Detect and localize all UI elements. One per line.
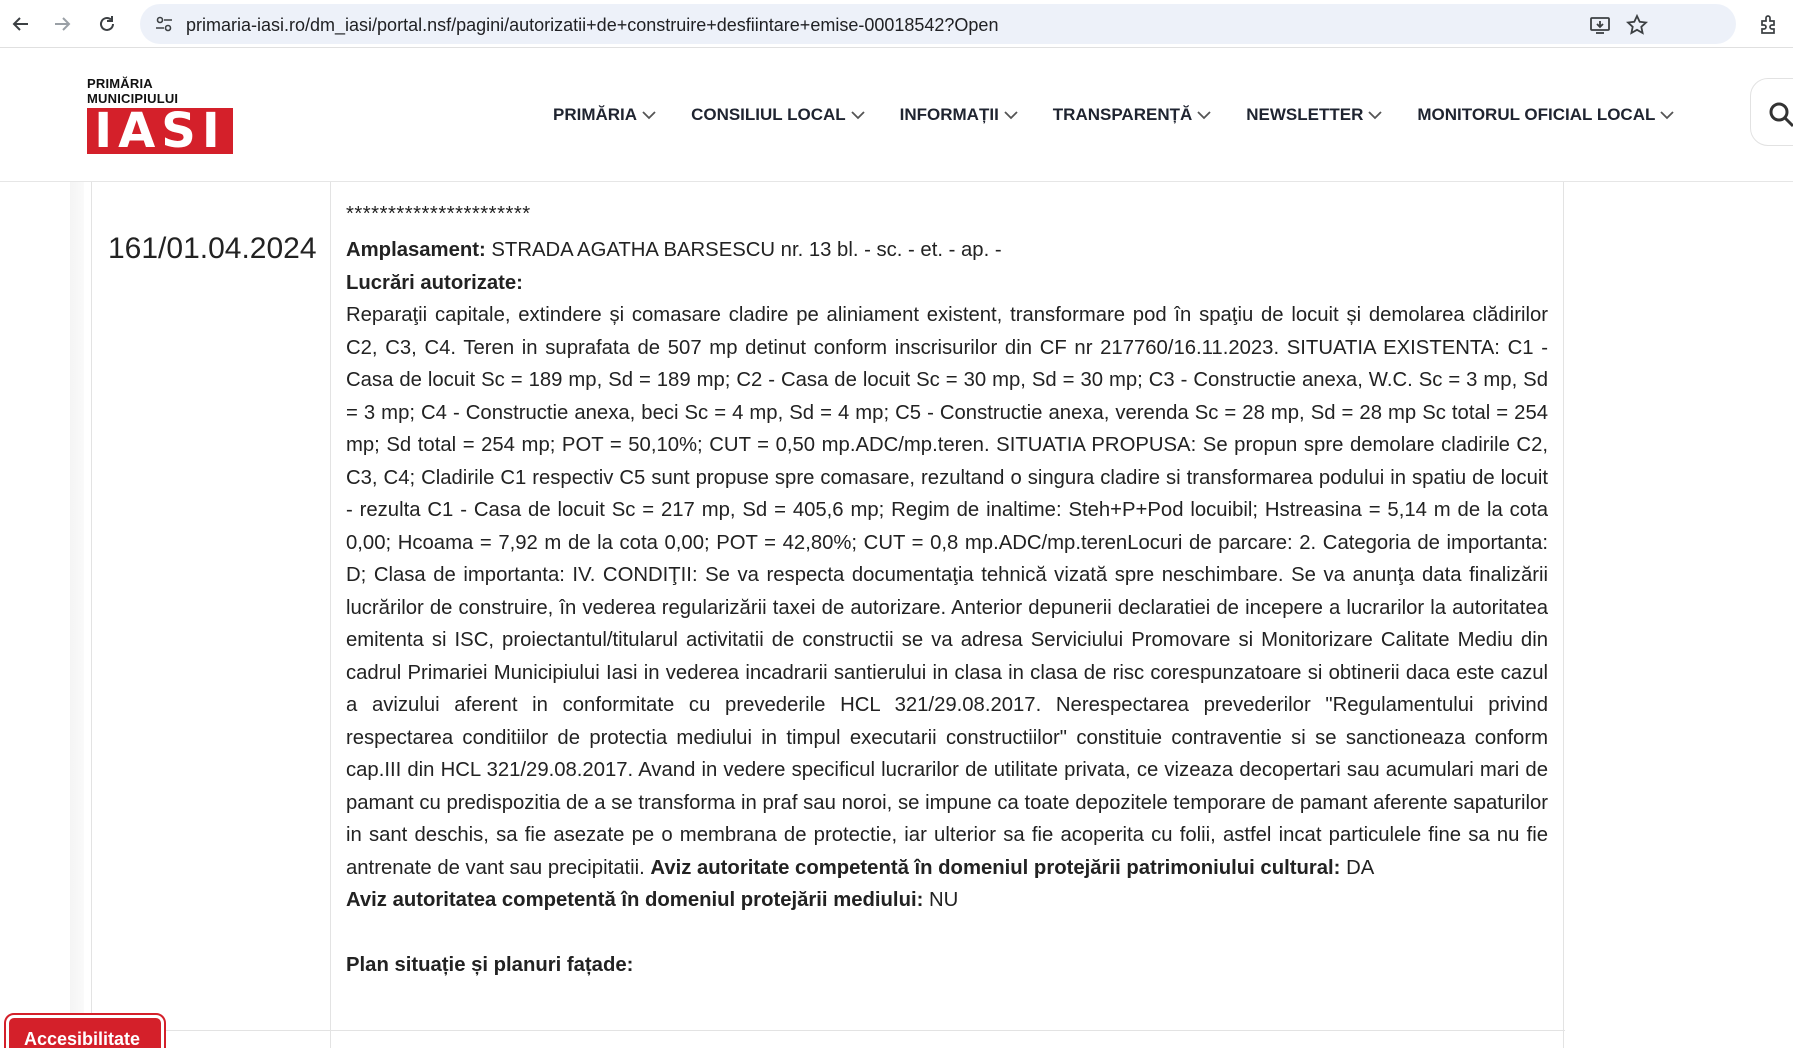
permit-number-date: 161/01.04.2024 [108, 232, 317, 265]
aviz-cultural-label: Aviz autoritate competentă în domeniul protejării patrimoniului cultural: [650, 856, 1341, 879]
description-cell [331, 182, 1564, 1048]
bookmark-star-icon[interactable] [1625, 13, 1649, 37]
date-cell [92, 182, 331, 1048]
menu-item-monitorul-oficial-local[interactable] [1417, 105, 1675, 125]
chevron-down-icon [1003, 109, 1019, 121]
reload-icon[interactable] [92, 9, 122, 39]
permit-description [346, 198, 1548, 982]
url-text[interactable]: primaria-iasi.ro/dm_iasi/portal.nsf/pagini/autorizatii+de+construire+desfiintare+emise-00018542?Open [186, 15, 999, 35]
extensions-icon[interactable] [1754, 9, 1784, 39]
chevron-down-icon [1659, 109, 1675, 121]
site-logo[interactable] [87, 76, 237, 160]
row-divider [92, 1030, 1565, 1031]
chevron-down-icon [850, 109, 866, 121]
menu-item-label: INFORMAȚII [899, 105, 999, 124]
separator-stars: ********************** [346, 203, 531, 225]
menu-item-label: PRIMĂRIA [553, 105, 638, 124]
search-icon [1768, 101, 1793, 129]
logo-wordmark: IASI [87, 108, 233, 154]
menu-item-label: CONSILIUL LOCAL [691, 105, 846, 124]
plan-line [346, 949, 1548, 982]
menu-item-label: MONITORUL OFICIAL LOCAL [1417, 105, 1656, 124]
chevron-down-icon [1367, 109, 1383, 121]
lucrari-label: Lucrări autorizate: [346, 271, 523, 294]
menu-item-label: NEWSLETTER [1246, 105, 1364, 124]
accessibility-button[interactable]: Accesibilitate [6, 1015, 164, 1048]
address-bar[interactable] [140, 4, 1736, 44]
main-content [0, 182, 1793, 1048]
right-margin [1564, 182, 1793, 1048]
amplasament-label: Amplasament: [346, 239, 486, 261]
aviz-mediu-label: Aviz autoritatea competentă în domeniul protejării mediului: [346, 889, 924, 911]
page-shadow [70, 182, 84, 1048]
lucrari-label-line [346, 267, 1548, 300]
amplasament-line [346, 234, 1548, 267]
aviz-mediu-line [346, 884, 1548, 917]
logo-line1: PRIMĂRIA [87, 76, 153, 91]
back-arrow-icon[interactable] [6, 9, 36, 39]
menu-item-transparenta[interactable] [1053, 105, 1212, 125]
forward-arrow-icon[interactable] [47, 9, 77, 39]
menu-item-consiliul-local[interactable] [691, 105, 866, 125]
aviz-mediu-value: NU [923, 889, 959, 911]
chevron-down-icon [641, 109, 657, 121]
logo-line2: MUNICIPIULUI [87, 91, 179, 106]
install-app-icon[interactable] [1588, 13, 1612, 37]
search-button[interactable] [1750, 78, 1793, 146]
menu-item-label: TRANSPARENȚĂ [1052, 105, 1193, 124]
browser-toolbar [0, 0, 1793, 48]
site-header [0, 48, 1793, 182]
site-info-icon[interactable] [154, 14, 174, 34]
menu-item-newsletter[interactable] [1246, 105, 1383, 125]
menu-item-primaria[interactable] [553, 105, 657, 125]
menu-item-informatii[interactable] [900, 105, 1019, 125]
main-menu [553, 102, 1709, 128]
lucrari-paragraph [346, 299, 1548, 884]
permits-table [91, 182, 1564, 1048]
spacer [346, 917, 1548, 950]
lucrari-text: Reparaţii capitale, extindere și comasare cladire pe aliniament existent, transformare pod în spaţiu de locuit și demolarea clădirilor C2, C3, C4. Teren in suprafata de 507 mp detinut conform inscrisurilor din CF nr 217760/16.11.2023. SITUATIA EXISTENTA: C1 - Casa de locuit Sc = 189 mp, Sd = 189 mp; C2 - Casa de locuit Sc = 30 mp, Sd = 30 mp; C3 - Constructie anexa, W.C. Sc = 3 mp, Sd = 3 mp; C4 - Constructie anexa, beci Sc = 4 mp, Sd = 4 mp; C5 - Constructie anexa, verenda Sc = 28 mp, Sd = 28 mp Sc total = 254 mp; Sd total = 254 mp; POT = 50,10%; CUT = 0,50 mp.ADC/mp.teren. SITUATIA PROPUSA: Se propun spre demolare cladirile C2, C3, C4; Cladirile C1 respectiv C5 sunt propuse spre comasare, rezultand o singura cladire si transformarea podului in spatiu de locuit - rezulta C1 - Casa de locuit Sc = 217 mp, Sd = 405,6 mp; Regim de inaltime: Steh+P+Pod locuibil; Hstreasina = 5,14 m de la cota 0,00; Hcoama = 7,92 m de la cota 0,00; POT = 42,80%; CUT = 0,8 mp.ADC/mp.terenLocuri de parcare: 2. Categoria de importanta: D; Clasa de importanta: IV. CONDIŢII: Se va respecta documentaţia tehnică vizată spre neschimbare. Se va anunţa data finalizării lucrărilor de construire, în vederea regularizării taxei de autorizare. Anterior depunerii declaratiei de incepere a lucrarilor la autoritatea emitenta si ISC, proiectantul/titularul activitatii de constructii se va adresa Serviciului Promovare si Monitorizare Calitate Mediu din cadrul Primariei Municipiului Iasi in vederea incadrarii santierului in clasa in clasa de risc corespunzatoare si obtinerii daca este cazul a avizului aferent in conformitate cu prevederile HCL 321/29.08.2017. Nerespectarea prevederilor "Regulamentului privind respectarea conditiilor de protectia mediului in timpul executarii constructiilor" constituie contraventie si se sanctioneaza conform cap.III din HCL 321/29.08.2017. Avand in vedere specificul lucrarilor de utilitate privata, ce vizeaza decopertari sau acumulari mari de pamant cu predispozitia de a se transforma in praf sau noroi, se impune ca toate depozitele temporare de pamant aferente sapaturilor in sant deschis, sa fie asezate pe o membrana de protectie, iar ulterior sa fie acoperita cu folii, astfel incat particulele fine sa nu fie antrenate de vant sau precipitatii. [346, 304, 1548, 879]
chevron-down-icon [1196, 109, 1212, 121]
amplasament-value: STRADA AGATHA BARSESCU nr. 13 bl. - sc. - et. - ap. - [485, 239, 1002, 261]
aviz-cultural-value: DA [1340, 856, 1375, 879]
plan-label: Plan situație și planuri fațade: [346, 954, 634, 976]
